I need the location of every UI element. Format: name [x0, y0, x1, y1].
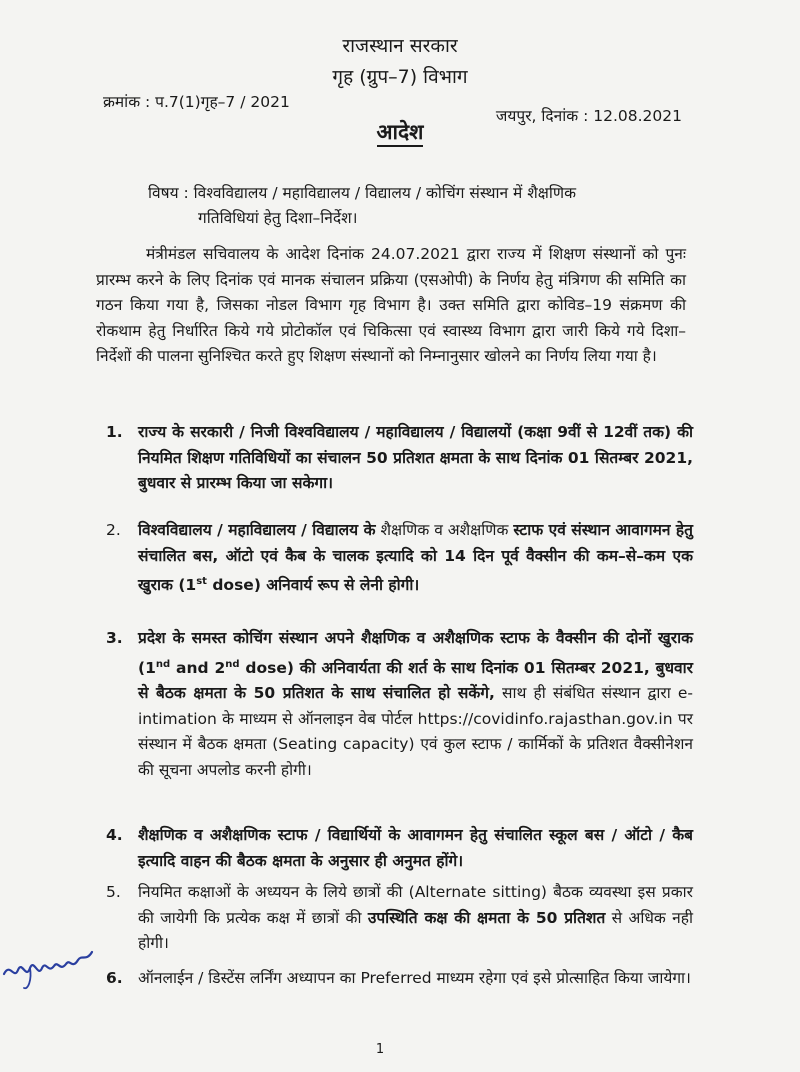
government-name: राजस्थान सरकार: [342, 35, 458, 57]
order-title: [0, 118, 800, 146]
item-text: उपस्थिति कक्ष की क्षमता के 50 प्रतिशत: [367, 908, 606, 927]
item-number: 4.: [106, 826, 123, 844]
place-date: जयपुर, दिनांक : 12.08.2021: [495, 107, 682, 125]
item-number: 5.: [106, 883, 121, 901]
list-item-6: [106, 966, 693, 992]
item-text: शैक्षणिक व अशैक्षणिक: [375, 521, 514, 539]
item-number: 2.: [106, 521, 121, 539]
superscript: nd: [155, 658, 171, 670]
subject-line-1: विषय : विश्वविद्यालय / महाविद्यालय / विद्यालय / कोचिंग संस्थान में शैक्षणिक: [148, 184, 577, 202]
list-item-1: [106, 420, 693, 497]
item-text: शैक्षणिक व अशैक्षणिक स्टाफ / विद्यार्थियों के आवागमन हेतु संचालित स्कूल बस / ऑटो / कैब इत्यादि वाहन की बैठक क्षमता के अनुसार ही अनुमत होंगे।: [138, 826, 693, 870]
order-title-text: आदेश: [377, 120, 424, 147]
item-text: विश्वविद्यालय / महाविद्यालय / विद्यालय के: [138, 521, 376, 539]
item-text: से अधिक नही होगी।: [138, 908, 693, 952]
item-number: 3.: [106, 629, 123, 647]
item-text: dose) की अनिवार्यता की शर्त के साथ दिनांक 01 सितम्बर 2021, बुधवार से बैठक क्षमता के 50 प्रतिशत के साथ संचालित हो सकेंगे,: [138, 658, 693, 703]
intro-paragraph: मंत्रीमंडल सचिवालय के आदेश दिनांक 24.07.2021 द्वारा राज्य में शिक्षण संस्थानों को पुनः प्रारम्भ करने के लिए दिनांक एवं मानक संचालन प्रक्रिया (एसओपी) के निर्णय हेतु मंत्रिगण की समिति का गठन किया गया है, जिसका नोडल विभाग गृह विभाग है। उक्त समिति द्वारा कोविड–19 संक्रमण की रोकथाम हेतु निर्धारित किये गये प्रोटोकॉल एवं चिकित्सा एवं स्वास्थ्य विभाग द्वारा जारी किये गये दिशा–निर्देशों की पालना सुनिश्चित करते हुए शिक्षण संस्थानों को निम्नानुसार खोलने का निर्णय लिया गया है।: [96, 245, 686, 365]
item-text: dose) अनिवार्य रूप से लेनी होगी।: [206, 576, 420, 595]
item-text: नियमित कक्षाओं के अध्ययन के लिये छात्रों की (Alternate sitting) बैठक व्यवस्था इस प्रकार की जायेगी कि प्रत्येक कक्ष में छात्रों की: [138, 883, 693, 927]
subject-line-2: गतिविधियां हेतु दिशा–निर्देश।: [198, 209, 358, 227]
superscript: nd: [225, 658, 240, 670]
item-text: ऑनलाईन / डिस्टेंस लर्निंग अध्यापन का Preferred माध्यम रहेगा एवं इसे प्रोत्साहित किया जायेगा।: [138, 969, 691, 987]
superscript: st: [196, 576, 207, 587]
item-text: स्टाफ एवं संस्थान आवागमन हेतु संचालित बस, ऑटो एवं कैब के चालक इत्यादि को 14 दिन पूर्व वैक्सीन की कम–से–कम एक खुराक (1: [138, 521, 693, 595]
item-text: साथ ही संबंधित संस्थान द्वारा e-intimation के माध्यम से ऑनलाइन वेब पोर्टल https://covidinfo.rajasthan.gov.in पर संस्थान में बैठक क्षमता (Seating capacity) एवं कुल स्टाफ / कार्मिकों के प्रतिशत वैक्सीनेशन की सूचना अपलोड करनी होगी।: [138, 684, 694, 779]
item-text: प्रदेश के समस्त कोचिंग संस्थान अपने शैक्षणिक व अशैक्षणिक स्टाफ के वैक्सीन की दोनों खुराक (1: [138, 629, 693, 677]
list-item-2: [106, 518, 693, 599]
item-text: and 2: [170, 658, 226, 677]
list-item-3: [106, 626, 694, 783]
handwritten-signature: [0, 940, 110, 1000]
item-number: 6.: [106, 969, 123, 987]
list-item-5: [106, 880, 693, 957]
item-number: 1.: [106, 423, 123, 441]
list-item-4: [106, 823, 693, 874]
department-name: गृह (ग्रुप–7) विभाग: [332, 66, 468, 88]
order-number: क्रमांक : प.7(1)गृह–7 / 2021: [103, 93, 290, 111]
page-number: 1: [375, 1042, 385, 1057]
item-text: राज्य के सरकारी / निजी विश्वविद्यालय / महाविद्यालय / विद्यालयों (कक्षा 9वीं से 12वीं तक) की नियमित शिक्षण गतिविधियों का संचालन 50 प्रतिशत क्षमता के साथ दिनांक 01 सितम्बर 2021, बुधवार से प्रारम्भ किया जा सकेगा।: [138, 423, 693, 492]
